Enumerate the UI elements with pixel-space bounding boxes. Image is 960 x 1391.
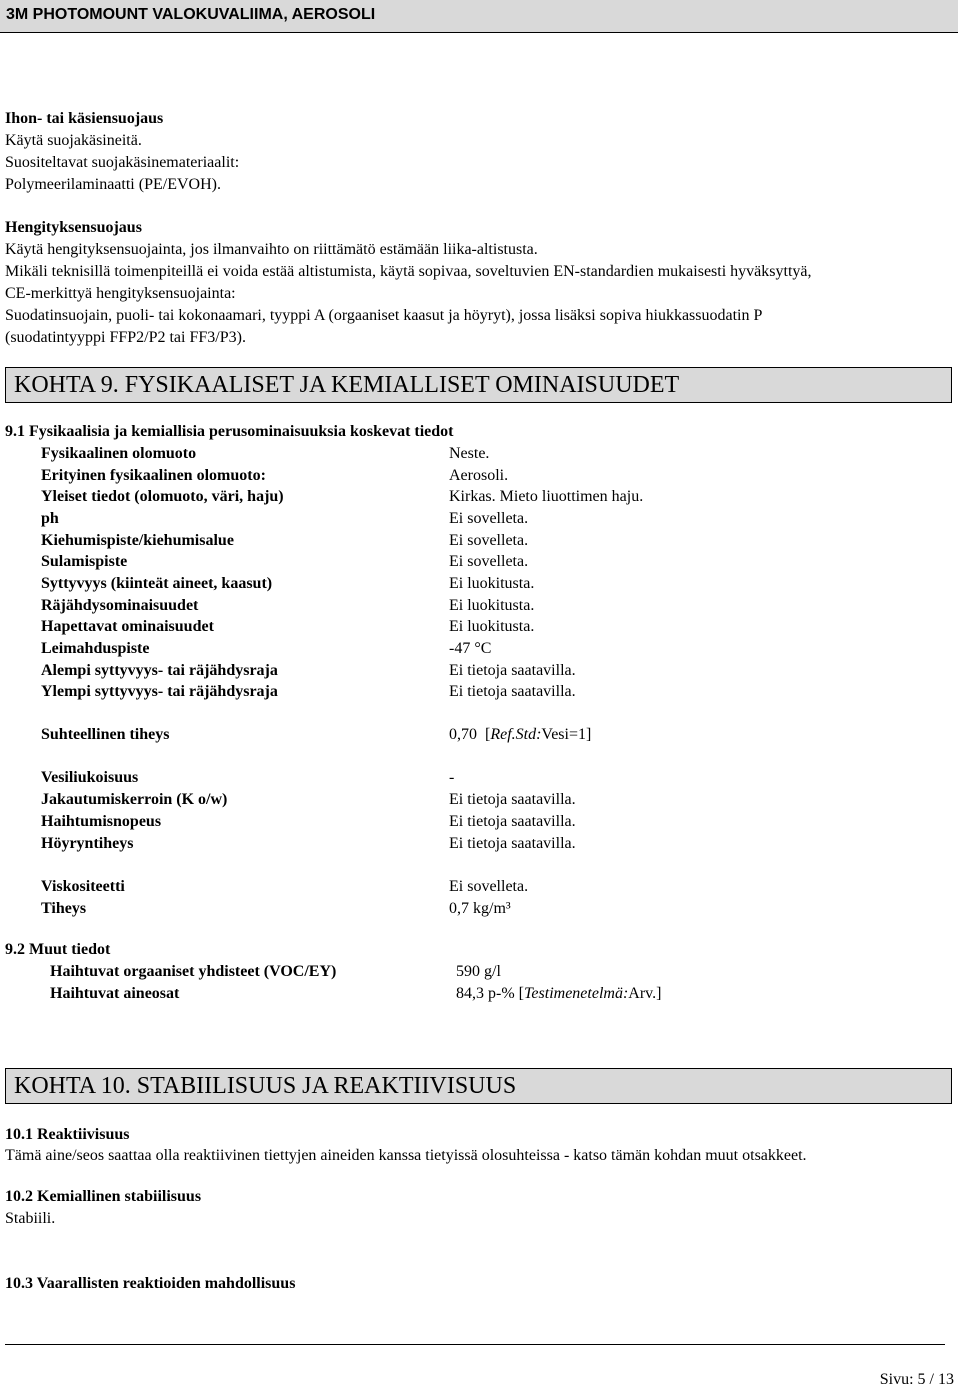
- page-number: Sivu: 5 / 13: [879, 1371, 954, 1388]
- other-property-value-number: 84,3 p-% [: [456, 985, 524, 1002]
- section-10-header: [5, 1068, 952, 1104]
- hand-protection-line: Polymeerilaminaatti (PE/EVOH).: [5, 176, 221, 193]
- subsection-10-2-text: Stabiili.: [5, 1210, 56, 1227]
- property-value: -47 °C: [449, 640, 492, 657]
- respiratory-protection-line: Käytä hengityksensuojainta, jos ilmanvaihto on riittämätö estämään liika-altistusta.: [5, 241, 538, 258]
- property-label: ph: [41, 510, 59, 527]
- respiratory-protection-line: Suodatinsuojain, puoli- tai kokonaamari, tyyppi A (orgaaniset kaasut ja höyryt), jossa lisäksi sopiva hiukkassuodatin P: [5, 307, 763, 324]
- property-value: Ei sovelleta.: [449, 553, 529, 570]
- property-value: Ei luokitusta.: [449, 575, 535, 592]
- product-title: 3M PHOTOMOUNT VALOKUVALIIMA, AEROSOLI: [6, 6, 376, 23]
- reference-standard-value: Vesi=1]: [541, 726, 592, 743]
- test-method-value: Arv.]: [628, 985, 662, 1002]
- other-property-label: Haihtuvat orgaaniset yhdisteet (VOC/EY): [50, 963, 337, 980]
- subsection-10-1-title: 10.1 Reaktiivisuus: [5, 1126, 130, 1143]
- reference-bracket: [: [485, 726, 491, 743]
- property-value: Ei luokitusta.: [449, 618, 535, 635]
- property-label: Leimahduspiste: [41, 640, 150, 657]
- other-property-value: [456, 983, 661, 1005]
- property-value: Ei tietoja saatavilla.: [449, 791, 576, 808]
- property-label: Hapettavat ominaisuudet: [41, 618, 214, 635]
- property-label: Tiheys: [41, 900, 87, 917]
- property-value: Kirkas. Mieto liuottimen haju.: [449, 488, 644, 505]
- respiratory-protection-line: (suodatintyyppi FFP2/P2 tai FF3/P3).: [5, 329, 246, 346]
- property-label: Höyryntiheys: [41, 835, 134, 852]
- property-label: Ylempi syttyvyys- tai räjähdysraja: [41, 683, 278, 700]
- property-value: Aerosoli.: [449, 467, 509, 484]
- property-label: Haihtumisnopeus: [41, 813, 162, 830]
- property-value: Ei tietoja saatavilla.: [449, 813, 576, 830]
- subsection-10-1-text: Tämä aine/seos saattaa olla reaktiivinen tiettyjen aineiden kanssa tietyissä olosuhteissa - katso tämän kohdan muut otsakkeet.: [5, 1147, 807, 1164]
- property-value: Ei sovelleta.: [449, 510, 529, 527]
- property-value: Ei luokitusta.: [449, 597, 535, 614]
- property-label: Sulamispiste: [41, 553, 128, 570]
- respiratory-protection-heading: Hengityksensuojaus: [5, 219, 142, 236]
- property-label: Viskositeetti: [41, 878, 125, 895]
- test-method-key: Testimenetelmä:: [523, 985, 629, 1002]
- section-9-title: KOHTA 9. FYSIKAALISET JA KEMIALLISET OMINAISUUDET: [14, 372, 680, 398]
- property-value: Ei sovelleta.: [449, 532, 529, 549]
- subsection-10-2-title: 10.2 Kemiallinen stabiilisuus: [5, 1188, 202, 1205]
- hand-protection-heading: Ihon- tai käsiensuojaus: [5, 110, 164, 127]
- hand-protection-line: Suositeltavat suojakäsinemateriaalit:: [5, 154, 240, 171]
- property-label: Yleiset tiedot (olomuoto, väri, haju): [41, 488, 284, 505]
- property-value-number: 0,70: [449, 726, 477, 743]
- property-label: Jakautumiskerroin (K o/w): [41, 791, 228, 808]
- respiratory-protection-line: CE-merkittyä hengityksensuojainta:: [5, 285, 236, 302]
- property-label: Erityinen fysikaalinen olomuoto:: [41, 467, 266, 484]
- property-label: Fysikaalinen olomuoto: [41, 445, 197, 462]
- reference-standard-key: Ref.Std:: [490, 726, 542, 743]
- section-9-header: [5, 367, 952, 403]
- subsection-10-3-title: 10.3 Vaarallisten reaktioiden mahdollisuus: [5, 1275, 296, 1292]
- property-label: Kiehumispiste/kiehumisalue: [41, 532, 234, 549]
- property-label: Syttyvyys (kiinteät aineet, kaasut): [41, 575, 273, 592]
- other-property-value: 590 g/l: [456, 963, 501, 980]
- section-10-title: KOHTA 10. STABIILISUUS JA REAKTIIVISUUS: [14, 1073, 517, 1099]
- property-value: Neste.: [449, 445, 490, 462]
- subsection-9-1-title: 9.1 Fysikaalisia ja kemiallisia perusominaisuuksia koskevat tiedot: [5, 423, 454, 440]
- respiratory-protection-line: Mikäli teknisillä toimenpiteillä ei voida estää altistumista, käytä sopivaa, soveltuvien EN-standardien mukaisesti hyväksyttyä,: [5, 263, 812, 280]
- document-header: [0, 0, 958, 33]
- property-label: Räjähdysominaisuudet: [41, 597, 199, 614]
- property-label: Vesiliukoisuus: [41, 769, 139, 786]
- property-label: Suhteellinen tiheys: [41, 726, 170, 743]
- hand-protection-line: Käytä suojakäsineitä.: [5, 132, 142, 149]
- property-label: Alempi syttyvyys- tai räjähdysraja: [41, 662, 278, 679]
- property-value: -: [449, 769, 455, 786]
- other-property-label: Haihtuvat aineosat: [50, 985, 180, 1002]
- property-value: 0,7 kg/m³: [449, 900, 511, 917]
- property-value: Ei tietoja saatavilla.: [449, 835, 576, 852]
- subsection-9-2-title: 9.2 Muut tiedot: [5, 941, 111, 958]
- footer-divider: [5, 1344, 945, 1345]
- property-value: Ei tietoja saatavilla.: [449, 683, 576, 700]
- property-value: Ei tietoja saatavilla.: [449, 662, 576, 679]
- property-value: [449, 724, 591, 746]
- property-value: Ei sovelleta.: [449, 878, 529, 895]
